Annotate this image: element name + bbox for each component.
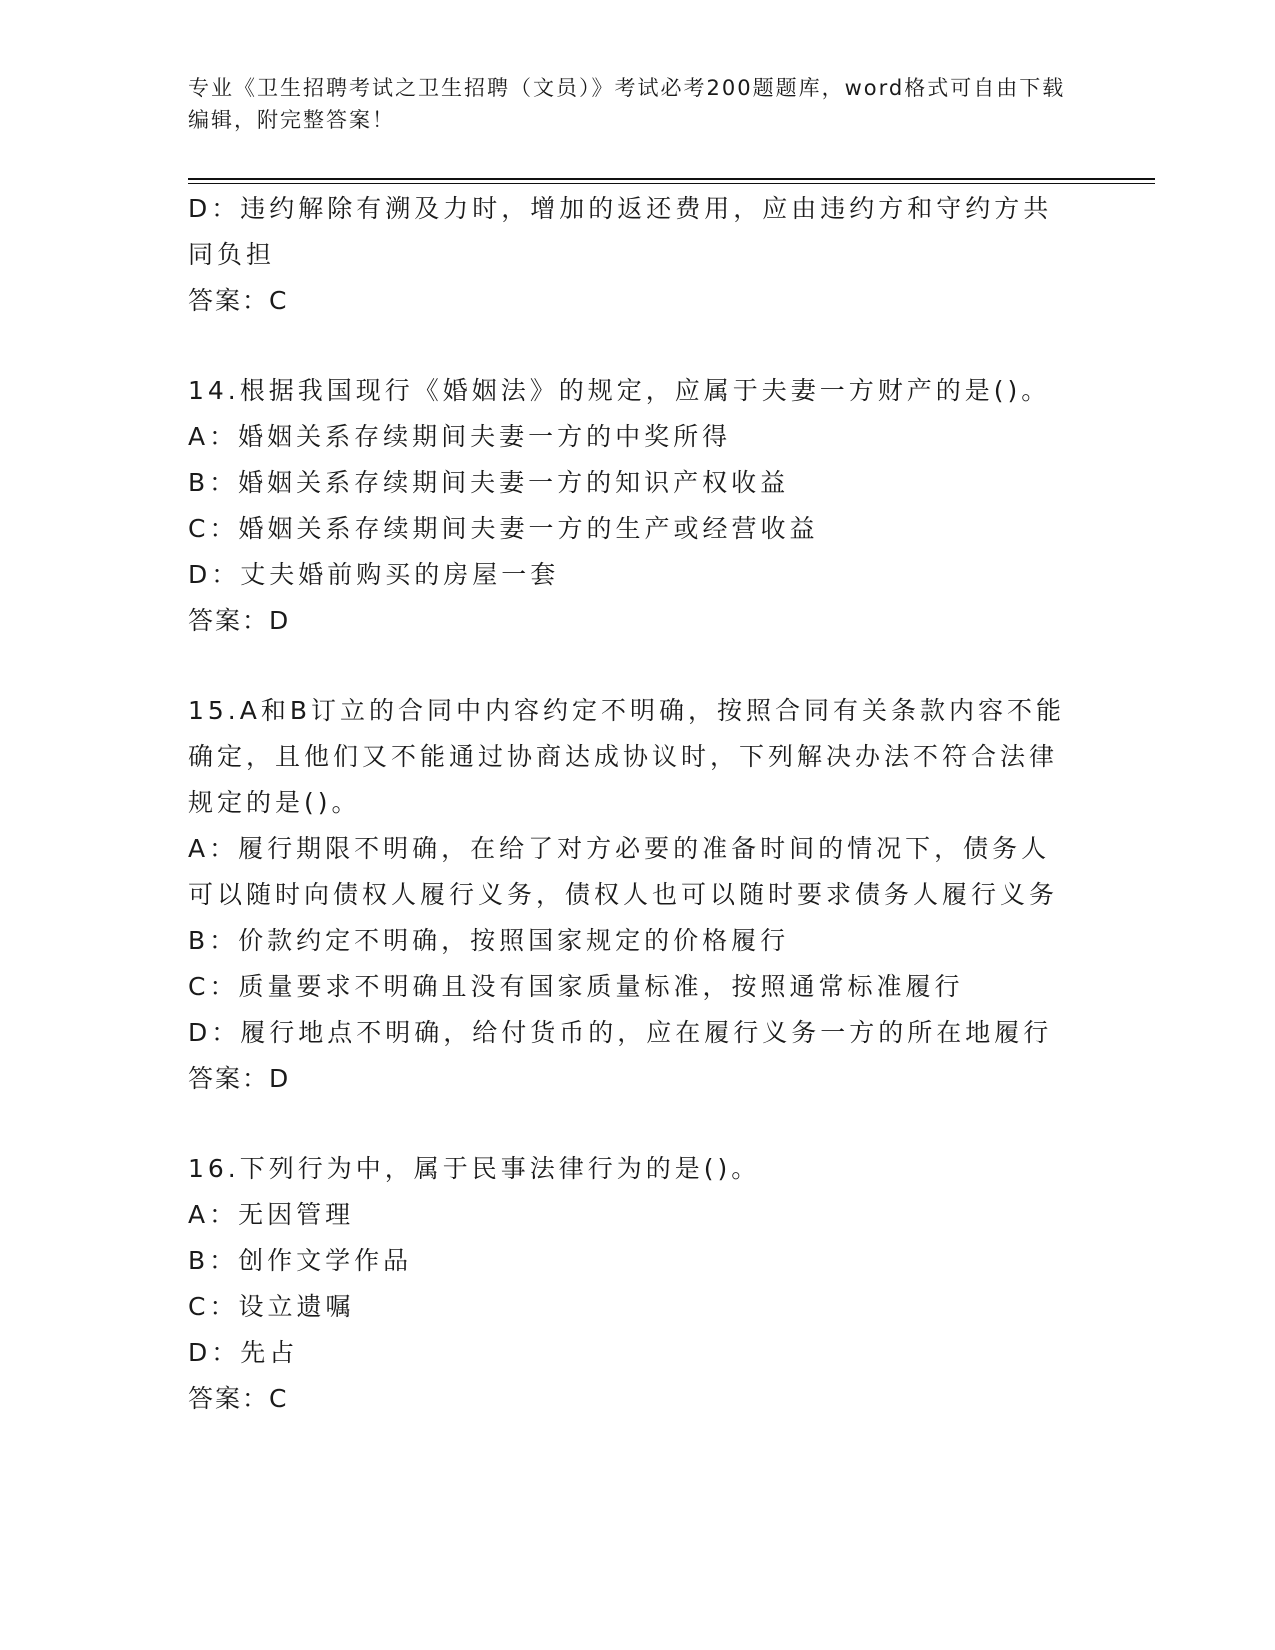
option-c: C：质量要求不明确且没有国家质量标准，按照通常标准履行 [188, 972, 964, 1001]
question-15 [188, 688, 1078, 1102]
header-divider-thin [188, 183, 1155, 184]
option-d: D：履行地点不明确，给付货币的，应在履行义务一方的所在地履行 [188, 1018, 1053, 1047]
question-14 [188, 368, 1078, 644]
page-header: 专业《卫生招聘考试之卫生招聘（文员）》考试必考200题题库，word格式可自由下载编辑，附完整答案！ [188, 76, 1066, 132]
option-a: A：无因管理 [188, 1200, 355, 1229]
option-a: A：履行期限不明确，在给了对方必要的准备时间的情况下，债务人可以随时向债权人履行义务，债权人也可以随时要求债务人履行义务 [188, 834, 1059, 909]
answer-line: 答案：D [188, 606, 291, 635]
option-b: B：婚姻关系存续期间夫妻一方的知识产权收益 [188, 468, 790, 497]
question-content [188, 186, 1078, 1422]
answer-line: 答案：C [188, 286, 289, 315]
answer-line: 答案：D [188, 1064, 291, 1093]
question-stem: 15.A和B订立的合同中内容约定不明确，按照合同有关条款内容不能确定，且他们又不能通过协商达成协议时，下列解决办法不符合法律规定的是()。 [188, 696, 1066, 817]
option-c: C：婚姻关系存续期间夫妻一方的生产或经营收益 [188, 514, 819, 543]
question-stem: 14.根据我国现行《婚姻法》的规定，应属于夫妻一方财产的是()。 [188, 376, 1051, 405]
question-16 [188, 1146, 1078, 1422]
option-b: B：价款约定不明确，按照国家规定的价格履行 [188, 926, 790, 955]
header-divider-thick [188, 178, 1155, 180]
answer-line: 答案：C [188, 1384, 289, 1413]
question-stem: 16.下列行为中，属于民事法律行为的是()。 [188, 1154, 761, 1183]
previous-question-tail [188, 186, 1078, 324]
option-a: A：婚姻关系存续期间夫妻一方的中奖所得 [188, 422, 732, 451]
option-d: D：先占 [188, 1338, 299, 1367]
option-b: B：创作文学作品 [188, 1246, 413, 1275]
option-c: C：设立遗嘱 [188, 1292, 355, 1321]
option-d: D：丈夫婚前购买的房屋一套 [188, 560, 560, 589]
option-d: D：违约解除有溯及力时，增加的返还费用，应由违约方和守约方共同负担 [188, 194, 1053, 269]
